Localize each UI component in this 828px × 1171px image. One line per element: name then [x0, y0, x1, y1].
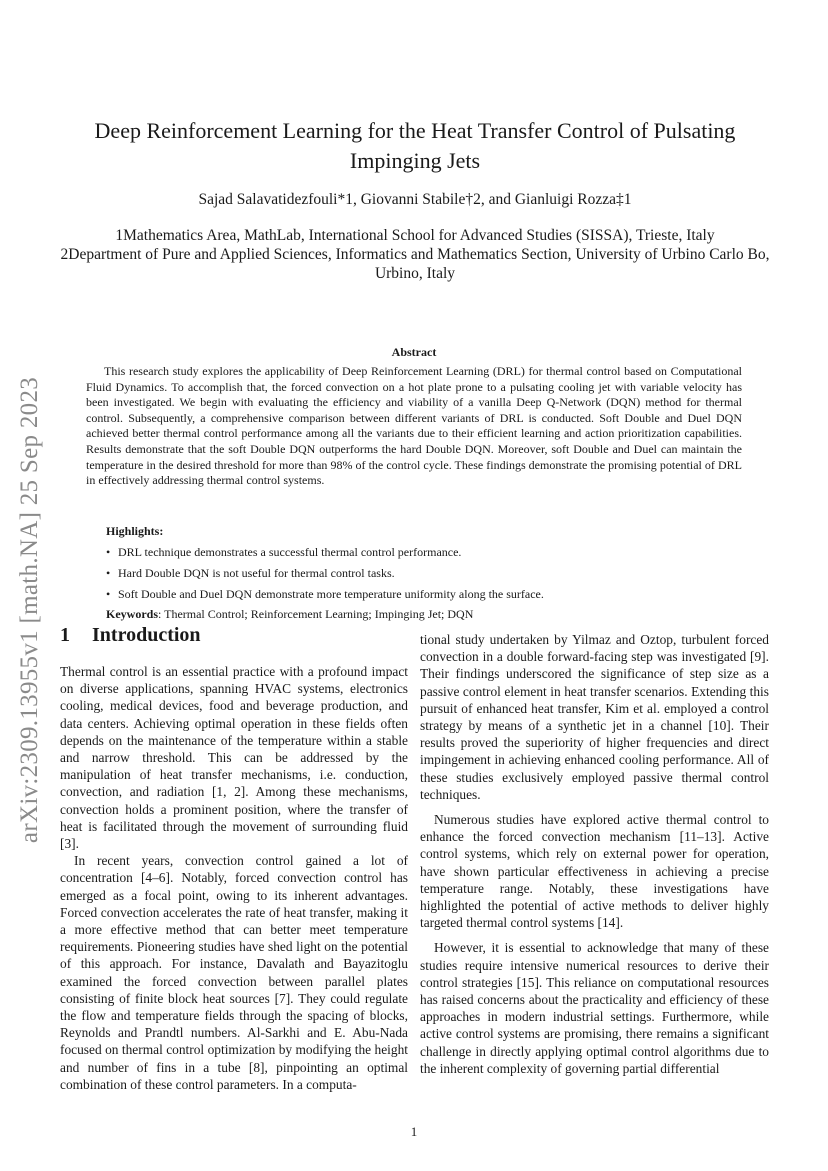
- bullet-icon: •: [106, 587, 111, 601]
- section-heading: [60, 624, 201, 647]
- highlight-text: Hard Double DQN is not useful for thermal control tasks.: [118, 566, 395, 580]
- page-number: 1: [410, 1124, 418, 1139]
- highlight-text: Soft Double and Duel DQN demonstrate more temperature uniformity along the surface.: [118, 587, 544, 601]
- body-paragraph: Numerous studies have explored active thermal control to enhance the forced convection mechanism [11–13]. Active control systems, which rely on external power for operation, have shown particular effectiveness in achieving a precise temperature range. Notably, these investigations have highlighted the potential of active methods to deliver highly targeted thermal control systems [14].: [420, 812, 769, 931]
- abstract-body: [86, 364, 742, 489]
- keywords-line: [106, 607, 473, 622]
- abstract-heading: Abstract: [391, 345, 437, 359]
- body-paragraph: However, it is essential to acknowledge that many of these studies require intensive numerical resources to derive their control strategies [15]. This reliance on computational resources has raised concerns about the practicality and efficiency of these approaches in modern industrial settings. Furthermore, while active control systems are promising, there remains a significant challenge in directly applying optimal control algorithms due to the inherent complexity of governing partial differential: [420, 940, 769, 1076]
- highlight-item: [106, 566, 395, 581]
- affiliation-1: 1Mathematics Area, MathLab, International School for Advanced Studies (SISSA), Trieste, Italy: [115, 227, 715, 244]
- keywords-text: : Thermal Control; Reinforcement Learning; Impinging Jet; DQN: [158, 607, 474, 621]
- highlight-item: [106, 587, 544, 602]
- arxiv-sidebar-stamp: [10, 340, 50, 880]
- body-paragraph: In recent years, convection control gained a lot of concentration [4–6]. Notably, forced convection control has emerged as a focal point, owing to its inherent advantages. Forced convection accelerates the rate of heat transfer, making it a more effective method that can better meet temperature requirements. Pioneering studies have shed light on the potential of this approach. For instance, Davalath and Bayazitoglu examined the forced convection between parallel plates consisting of finite block heat sources [7]. They could regulate the flow and temperature fields through the spacing of blocks, Reynolds and Prandtl numbers. Al-Sarkhi and E. Abu-Nada focused on thermal control optimization by modifying the height and number of fins in a tube [8], pinpointing an optimal combination of these control parameters. In a computa-: [60, 853, 408, 1092]
- highlights-heading: Highlights:: [106, 524, 164, 538]
- section-title: Introduction: [92, 624, 201, 646]
- bullet-icon: •: [106, 566, 111, 580]
- highlight-text: DRL technique demonstrates a successful thermal control performance.: [118, 545, 462, 559]
- author-list: Sajad Salavatidezfouli*1, Giovanni Stabile†2, and Gianluigi Rozza‡1: [198, 191, 632, 208]
- bullet-icon: •: [106, 545, 111, 559]
- body-paragraph: tional study undertaken by Yilmaz and Oztop, turbulent forced convection in a double forward-facing step was investigated [9]. Their findings underscored the significance of step size as a passive control element in heat transfer scenarios. Extending this pursuit of enhanced heat transfer, Kim et al. employed a control strategy by means of a synthetic jet in a channel [10]. Their results proved the superiority of higher frequencies and direct impingement in achieving enhanced cooling performance. All of these studies exclusively employed passive thermal control techniques.: [420, 632, 769, 802]
- affiliation-2: 2Department of Pure and Applied Sciences, Informatics and Mathematics Section, University of Urbino Carlo Bo, Urbino, Italy: [60, 246, 770, 282]
- arxiv-identifier: arXiv:2309.13955v1 [math.NA] 25 Sep 2023: [16, 376, 43, 844]
- abstract-text: This research study explores the applicability of Deep Reinforcement Learning (DRL) for thermal control based on Computational Fluid Dynamics. To accomplish that, the forced convection on a hot plate prone to a pulsating cooling jet with variable velocity has been investigated. We begin with evaluating the efficiency and viability of a vanilla Deep Q-Network (DQN) method for thermal control. Subsequently, a comprehensive comparison between different variants of DRL is conducted. Soft Double and Duel DQN achieved better thermal control performance among all the variants due to their efficient learning and action prioritization capabilities. Results demonstrate that the soft Double DQN outperforms the hard Double DQN. Moreover, soft Double and Duel can maintain the temperature in the desired threshold for more than 98% of the control cycle. These findings demonstrate the promising potential of DRL in effectively addressing thermal control systems.: [86, 364, 742, 488]
- section-number: 1: [60, 624, 70, 646]
- body-paragraph: Thermal control is an essential practice with a profound impact on diverse applications, spanning HVAC systems, electronics cooling, medical devices, food and beverage production, and data centers. Achieving optimal operation in these fields often depends on the maintenance of the temperature within a stable and narrow threshold. This can be addressed by the manipulation of heat transfer mechanisms, i.e. conduction, convection, and radiation [1, 2]. Among these mechanisms, convection holds a prominent position, where the transfer of heat is facilitated through the movement of surrounding fluid [3].: [60, 664, 408, 852]
- body-column-left: [60, 663, 408, 1093]
- body-column-right: [420, 631, 769, 1077]
- keywords-label: Keywords: [106, 607, 158, 621]
- paper-title: Deep Reinforcement Learning for the Heat Transfer Control of Pulsating Impinging Jets: [94, 118, 736, 173]
- highlight-item: [106, 545, 461, 560]
